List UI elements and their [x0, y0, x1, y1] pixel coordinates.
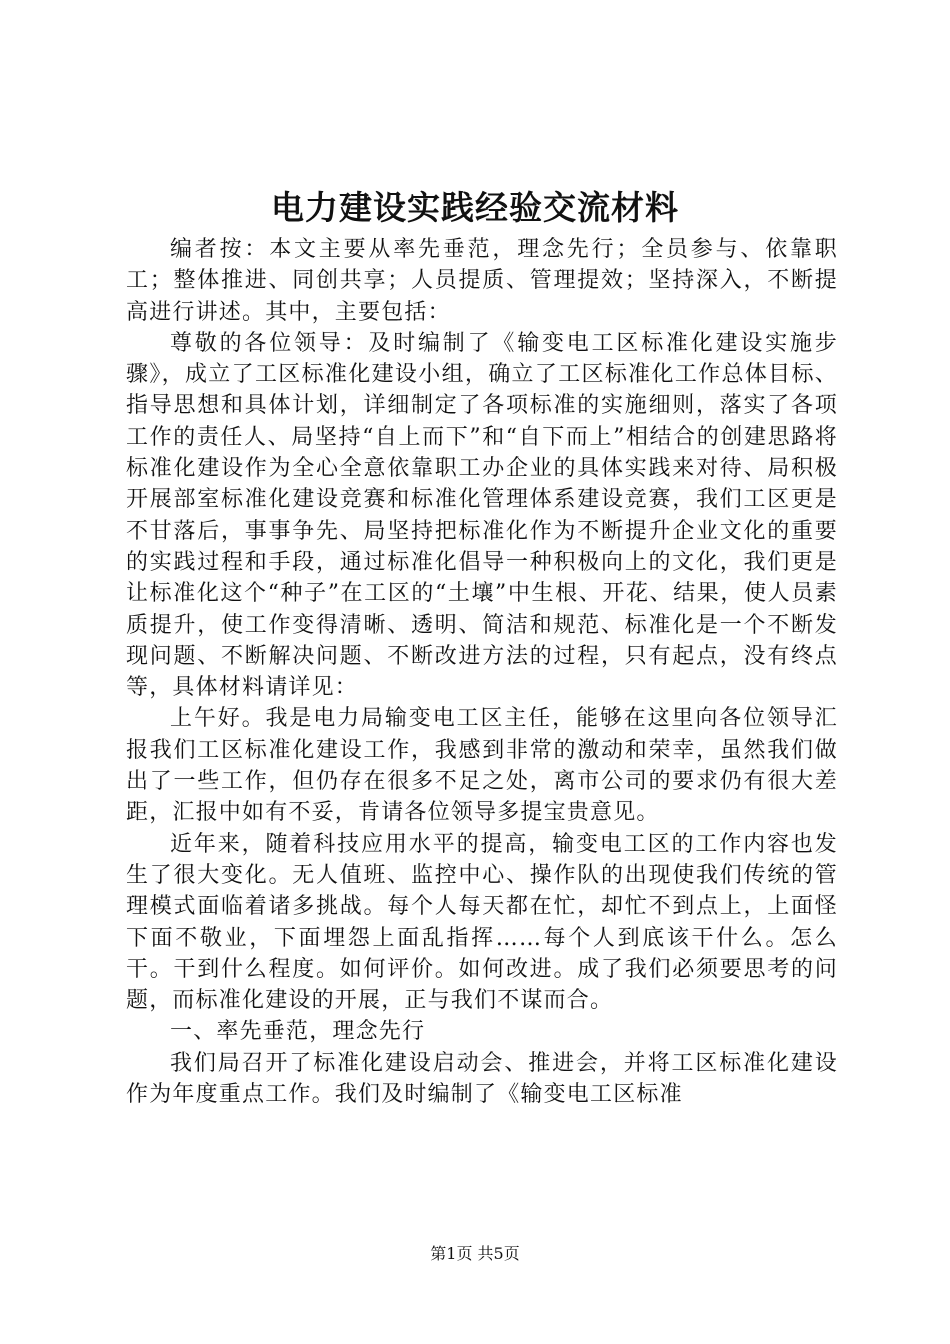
paragraph-greeting: 上午好。我是电力局输变电工区主任，能够在这里向各位领导汇报我们工区标准化建设工作，我感到非常的激动和荣幸，虽然我们做出了一些工作，但仍存在很多不足之处，离市公司的要求仍有很大差距，汇报中如有不妥，肯请各位领导多提宝贵意见。 [126, 706, 838, 826]
document-body [126, 234, 838, 1110]
paragraph-background: 近年来，随着科技应用水平的提高，输变电工区的工作内容也发生了很大变化。无人值班、监控中心、操作队的出现使我们传统的管理模式面临着诸多挑战。每个人每天都在忙，却忙不到点上，上面怪下面不敬业，下面埋怨上面乱指挥……每个人到底该干什么。怎么干。干到什么程度。如何评价。如何改进。成了我们必须要思考的问题，而标准化建设的开展，正与我们不谋而合。 [126, 831, 838, 1014]
paragraph-summary: 尊敬的各位领导：及时编制了《输变电工区标准化建设实施步骤》，成立了工区标准化建设小组，确立了工区标准化工作总体目标、指导思想和具体计划，详细制定了各项标准的实施细则，落实了各项工作的责任人、局坚持“自上而下”和“自下而上”相结合的创建思路将标准化建设作为全心全意依靠职工办企业的具体实践来对待、局积极开展部室标准化建设竞赛和标准化管理体系建设竞赛，我们工区更是不甘落后，事事争先、局坚持把标准化作为不断提升企业文化的重要的实践过程和手段，通过标准化倡导一种积极向上的文化，我们更是让标准化这个“种子”在工区的“土壤”中生根、开花、结果，使人员素质提升，使工作变得清晰、透明、简洁和规范、标准化是一个不断发现问题、不断解决问题、不断改进方法的过程，只有起点，没有终点等，具体材料请详见： [126, 330, 838, 701]
paragraph-section-body: 我们局召开了标准化建设启动会、推进会，并将工区标准化建设作为年度重点工作。我们及时编制了《输变电工区标准 [126, 1050, 838, 1108]
page-number: 第1页 共5页 [430, 1244, 520, 1263]
section-heading: 一、率先垂范，理念先行 [170, 1019, 426, 1045]
document-title: 电力建设实践经验交流材料 [271, 188, 679, 227]
paragraph-editor-note: 编者按：本文主要从率先垂范，理念先行；全员参与、依靠职工；整体推进、同创共享；人员提质、管理提效；坚持深入，不断提高进行讲述。其中，主要包括： [126, 237, 838, 325]
